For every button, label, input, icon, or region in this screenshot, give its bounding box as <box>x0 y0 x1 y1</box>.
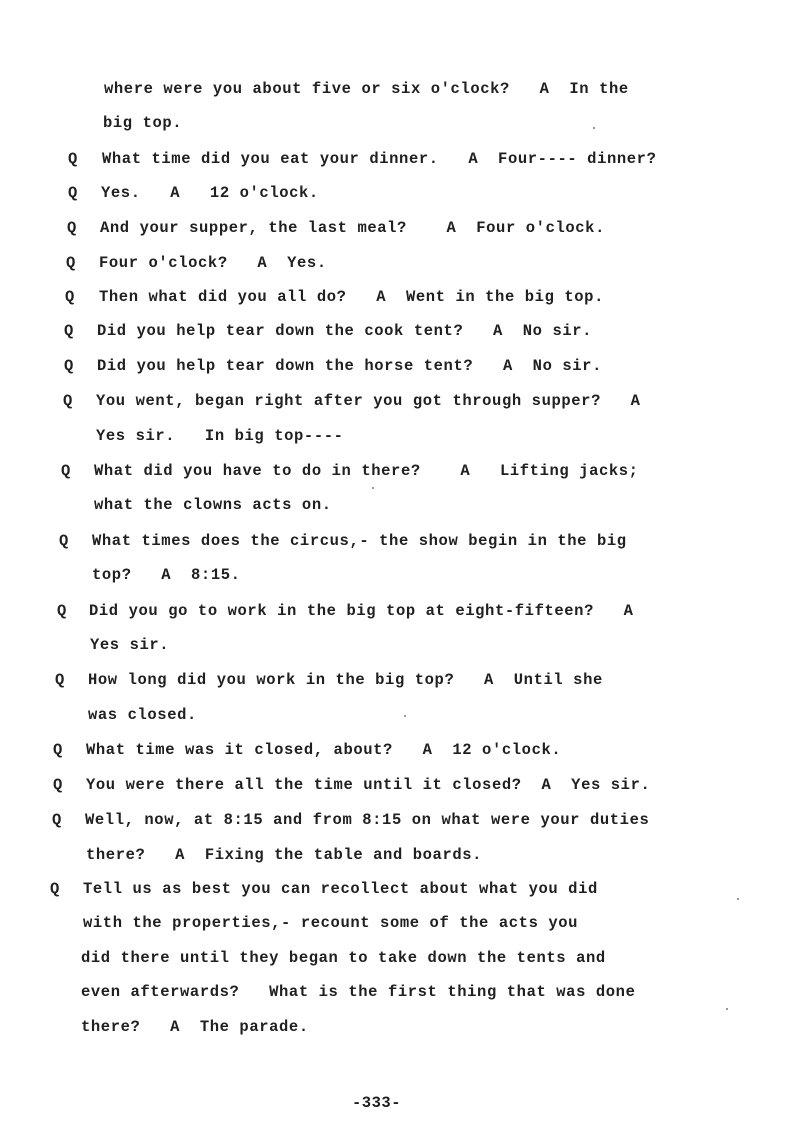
transcript-line: What time was it closed, about? A 12 o'clock. <box>86 741 562 759</box>
question-marker: Q <box>55 671 65 689</box>
question-marker: Q <box>68 184 78 202</box>
question-marker: Q <box>61 462 71 480</box>
scan-speck <box>372 487 374 489</box>
transcript-line: Yes sir. <box>90 636 170 654</box>
scan-speck <box>593 127 595 129</box>
question-marker: Q <box>59 532 69 550</box>
transcript-line: there? A Fixing the table and boards. <box>86 846 483 864</box>
question-marker: Q <box>66 254 76 272</box>
page-number: -333- <box>352 1094 402 1112</box>
question-marker: Q <box>53 776 63 794</box>
question-marker: Q <box>64 322 74 340</box>
transcript-line: Four o'clock? A Yes. <box>99 254 327 272</box>
transcript-line: with the properties,- recount some of the acts you <box>83 914 579 932</box>
transcript-line: Well, now, at 8:15 and from 8:15 on what were your duties <box>85 811 650 829</box>
question-marker: Q <box>52 811 62 829</box>
transcript-line: Did you help tear down the cook tent? A No sir. <box>97 322 593 340</box>
transcript-line: there? A The parade. <box>81 1018 309 1036</box>
transcript-line: Yes. A 12 o'clock. <box>101 184 319 202</box>
transcript-line: Did you help tear down the horse tent? A No sir. <box>97 357 602 375</box>
transcript-line: You were there all the time until it closed? A Yes sir. <box>86 776 651 794</box>
transcript-line: Then what did you all do? A Went in the big top. <box>99 288 604 306</box>
scan-speck <box>404 715 406 717</box>
transcript-line: big top. <box>103 114 183 132</box>
transcript-line: where were you about five or six o'clock? A In the <box>104 80 629 98</box>
scan-speck <box>737 898 739 900</box>
transcript-line: Yes sir. In big top---- <box>96 427 344 445</box>
question-marker: Q <box>57 602 67 620</box>
question-marker: Q <box>67 219 77 237</box>
transcript-line: Tell us as best you can recollect about what you did <box>83 880 598 898</box>
transcript-line: You went, began right after you got through supper? A <box>96 392 641 410</box>
transcript-line: even afterwards? What is the first thing that was done <box>81 983 636 1001</box>
transcript-line: top? A 8:15. <box>92 566 241 584</box>
transcript-line: What time did you eat your dinner. A Four---- dinner? <box>102 150 657 168</box>
question-marker: Q <box>64 357 74 375</box>
question-marker: Q <box>53 741 63 759</box>
question-marker: Q <box>65 288 75 306</box>
question-marker: Q <box>50 880 60 898</box>
scan-speck <box>726 1008 728 1010</box>
transcript-line: What did you have to do in there? A Lifting jacks; <box>94 462 639 480</box>
transcript-line: what the clowns acts on. <box>94 496 332 514</box>
transcript-line: did there until they began to take down the tents and <box>81 949 606 967</box>
transcript-line: was closed. <box>88 706 197 724</box>
transcript-line: Did you go to work in the big top at eight-fifteen? A <box>89 602 634 620</box>
question-marker: Q <box>63 392 73 410</box>
transcript-line: What times does the circus,- the show begin in the big <box>92 532 627 550</box>
question-marker: Q <box>68 150 78 168</box>
transcript-line: How long did you work in the big top? A Until she <box>88 671 603 689</box>
transcript-line: And your supper, the last meal? A Four o'clock. <box>100 219 605 237</box>
